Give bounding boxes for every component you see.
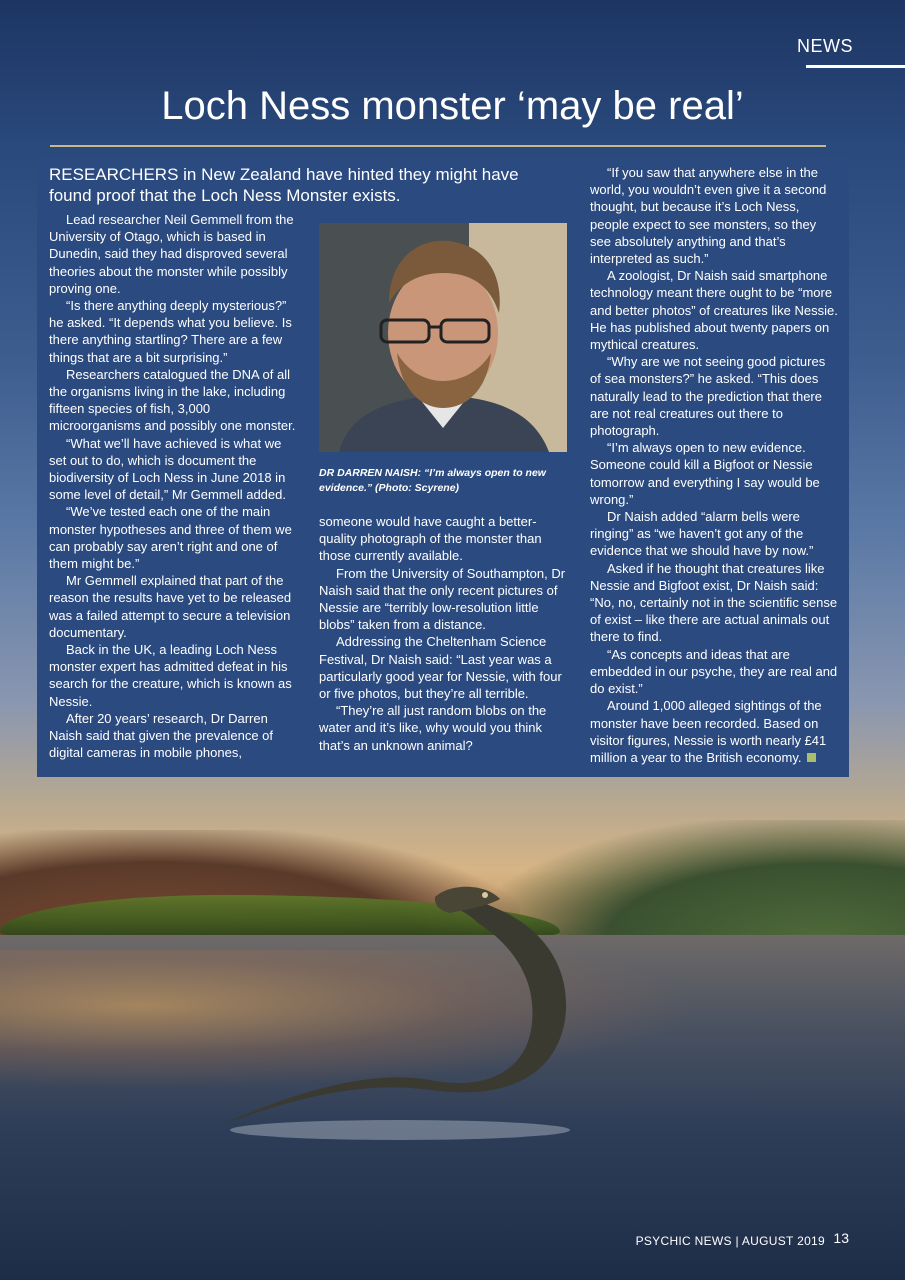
paragraph: From the University of Southampton, Dr Naish said that the only recent pictures of Nessie are “terribly low-resolution little blobs” taken from a distance. (319, 565, 566, 633)
darren-naish-photo (319, 223, 567, 452)
paragraph: Asked if he thought that creatures like Nessie and Bigfoot exist, Dr Naish said: “No, no, certainly not in the scientific sense of exist – like there are actual animals out there to find. (590, 560, 838, 645)
paragraph: Lead researcher Neil Gemmell from the University of Otago, which is based in Dunedin, said they had disproved several theories about the monster while possibly proving one. (49, 212, 294, 296)
paragraph: Addressing the Cheltenham Science Festival, Dr Naish said: “Last year was a particularly good year for Nessie, with four or five photos, but they’re all terrible. (319, 634, 562, 702)
page-footer (636, 1234, 825, 1248)
article-column-2 (319, 513, 571, 754)
article-column-1 (49, 211, 301, 762)
paragraph: Researchers catalogued the DNA of all the organisms living in the lake, including fifteen species of fish, 3,000 microorganisms and possibly one monster. (49, 366, 296, 434)
headline: Loch Ness monster ‘may be real’ (161, 84, 744, 128)
publication-info: PSYCHIC NEWS | AUGUST 2019 (635, 1234, 825, 1248)
paragraph: Mr Gemmell explained that part of the reason the results have yet to be released was a failed attempt to secure a television documentary. (49, 573, 292, 640)
paragraph (590, 697, 838, 766)
paragraph: “Why are we not seeing good pictures of sea monsters?” he asked. “This does naturally lead to the prediction that there are not real creatures out there to photograph. (590, 354, 826, 439)
paragraph: A zoologist, Dr Naish said smartphone technology meant there ought to be “more and better photos” of creatures like Nessie. He has published about twenty papers on mythical creatures. (590, 268, 838, 353)
paragraph: After 20 years’ research, Dr Darren Naish said that given the prevalence of digital cameras in mobile phones, (49, 710, 274, 761)
paragraph: Back in the UK, a leading Loch Ness monster expert has admitted defeat in his search for the creature, which is known as Nessie. (49, 642, 292, 709)
paragraph: Dr Naish added “alarm bells were ringing” as “we haven’t got any of the evidence that we should have by now.” (590, 509, 814, 559)
paragraph: “Is there anything deeply mysterious?” he asked. “It depends what you believe. Is there anything startling? There are a few things that are a bit surprising.” (49, 298, 292, 365)
paragraph: “They’re all just random blobs on the water and it’s like, why would you think that’s an unknown animal? (319, 703, 547, 753)
headline-rule (50, 145, 826, 147)
article-column-3 (590, 164, 838, 766)
page-number: 13 (833, 1230, 849, 1246)
end-of-article-mark (807, 753, 816, 762)
paragraph: someone would have caught a better-quality photograph of the monster than those currently available. (319, 514, 542, 564)
paragraph: “As concepts and ideas that are embedded in our psyche, they are real and do exist.” (590, 646, 838, 697)
section-rule (806, 65, 905, 68)
paragraph-text: Around 1,000 alleged sightings of the monster have been recorded. Based on visitor figures, Nessie is worth nearly £41 million a year to the British economy. (590, 698, 827, 765)
paragraph: “If you saw that anywhere else in the world, you wouldn’t even give it a second thought, but because it’s Loch Ness, people expect to see monsters, so they see absolutely anything and that’s interpreted as such.” (590, 165, 827, 267)
paragraph: “We’ve tested each one of the main monster hypotheses and three of them we can probably say aren’t right and one of them might be.” (49, 504, 292, 572)
section-label: NEWS (797, 36, 853, 56)
photo-caption: DR DARREN NAISH: “I’m always open to new evidence.” (Photo: Scyrene) (319, 467, 546, 494)
paragraph: “What we’ll have achieved is what we set out to do, which is document the biodiversity of Loch Ness in June 2018 in some level of detail,” Mr Gemmell added. (49, 435, 286, 503)
loch-ness-monster-illustration (200, 875, 600, 1145)
paragraph: “I’m always open to new evidence. Someone could kill a Bigfoot or Nessie tomorrow and everything I say would be wrong.” (590, 440, 820, 507)
standfirst: RESEARCHERS in New Zealand have hinted they might have found proof that the Loch Ness Monster exists. (49, 165, 519, 205)
